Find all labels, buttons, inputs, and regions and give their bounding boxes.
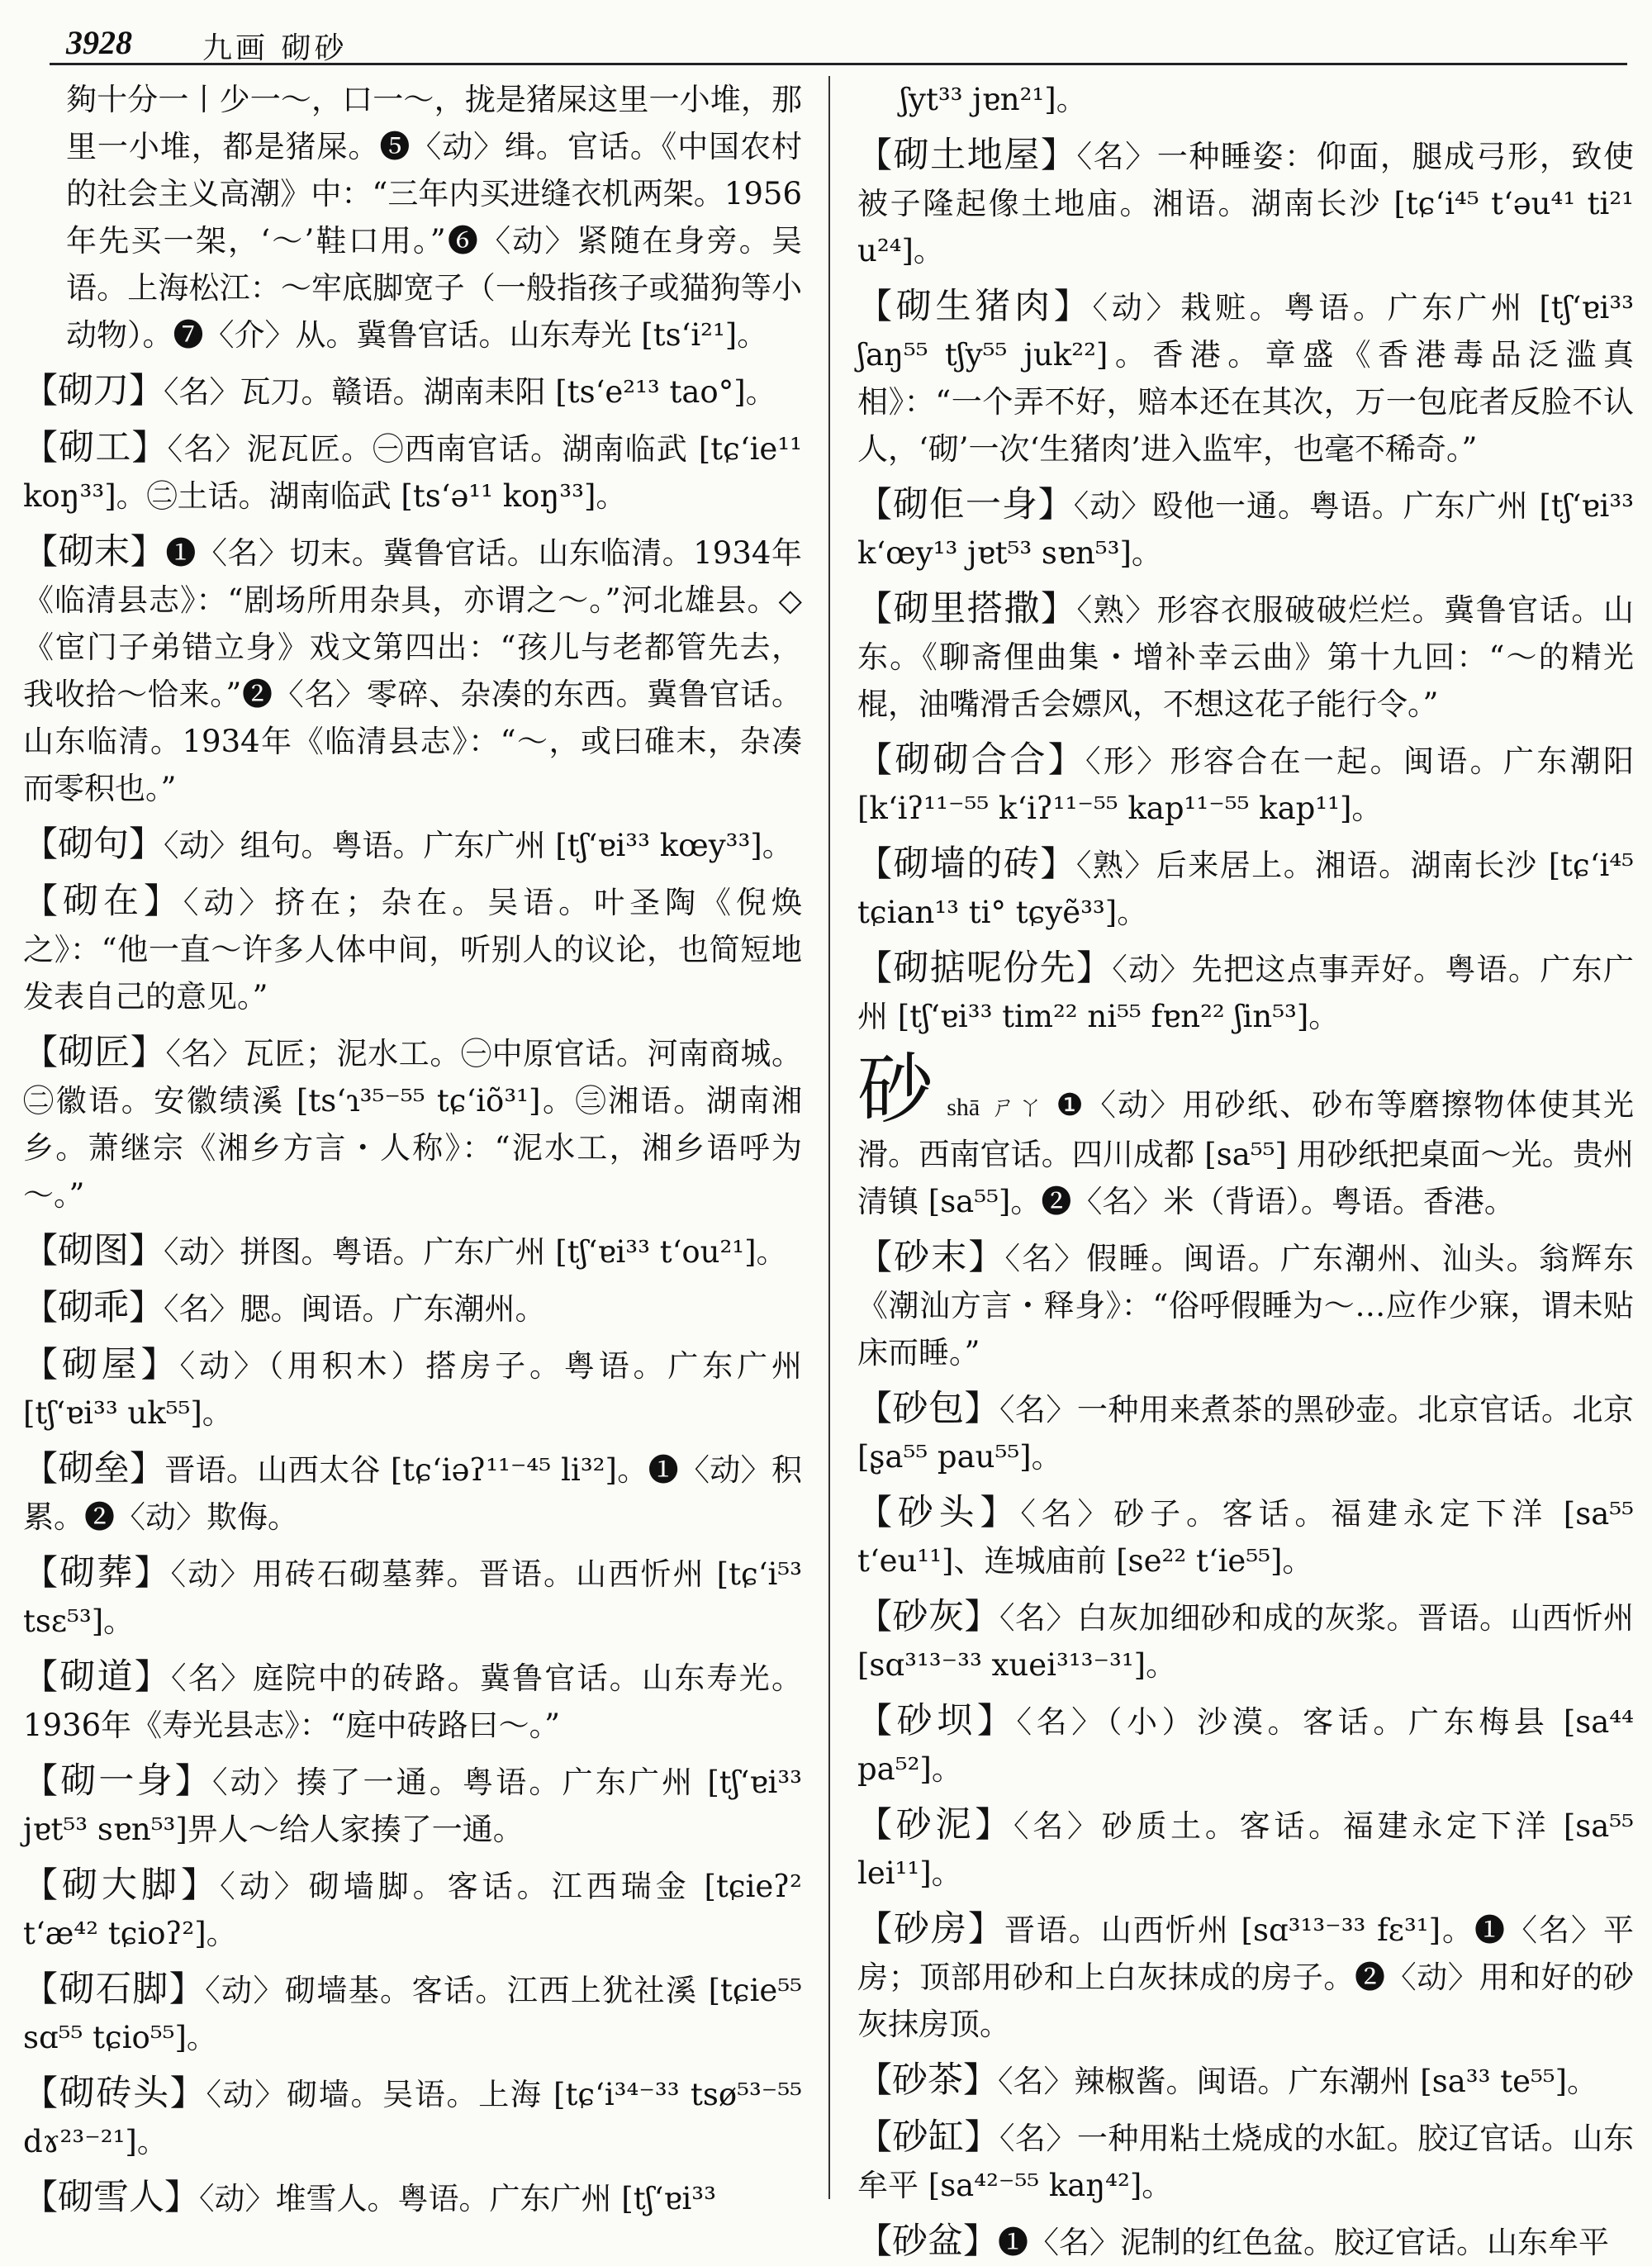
bracket-open: 【 — [23, 1344, 62, 1385]
bracket-open: 【 — [857, 1388, 893, 1428]
entry-headword: 砌匠 — [58, 1032, 131, 1073]
bracket-close: 】 — [130, 1448, 165, 1489]
entry-definition: 〈动〉挤在；杂在。吴语。叶圣陶《倪焕之》：“他一直～许多人体中间，听别人的议论，也简短地发表自己的意见。” — [23, 885, 802, 1014]
bracket-open: 【 — [23, 881, 63, 921]
bracket-close: 】 — [976, 1700, 1017, 1741]
dictionary-entry — [857, 1385, 1634, 1480]
bracket-open: 【 — [857, 1237, 895, 1277]
dictionary-entry — [23, 1549, 802, 1645]
dictionary-entry — [23, 528, 802, 812]
bracket-close: 】 — [1037, 484, 1074, 525]
bracket-open: 【 — [857, 1804, 896, 1845]
bracket-close: 】 — [963, 2059, 999, 2100]
entry-definition: 〈名〉瓦刀。赣语。湖南耒阳 [tsʻe²¹³ tao°]。 — [164, 374, 776, 410]
dictionary-entry — [23, 424, 802, 520]
entry-definition: 〈动〉栽赃。粤语。广东广州 [tʃʻɐi³³ ʃaŋ⁵⁵ tʃy⁵⁵ juk²²]。香港。章盛《香港毒品泛滥真相》：“一个弄不好，赔本还在其次，万一包庇者反脸不认人，‘砌’一次‘生猪肉’进入监牢，也毫不稀奇。” — [857, 290, 1634, 467]
bracket-close: 】 — [1053, 286, 1093, 326]
bracket-open: 【 — [23, 370, 59, 411]
entry-headword: 砌生猪肉 — [895, 286, 1054, 327]
bracket-open: 【 — [23, 531, 59, 572]
bracket-open: 【 — [857, 135, 894, 175]
dictionary-entry — [857, 585, 1634, 728]
entry-definition: 晋语。山西太谷 [tɕʻiəʔ¹¹⁻⁴⁵ li³²]。❶〈动〉积累。❷〈动〉欺侮。 — [23, 1452, 802, 1535]
entry-headword: 砌砖头 — [59, 2073, 170, 2114]
entry-definition: 〈动〉揍了一通。粤语。广东广州 [tʃʻɐi³³ jɐt⁵³ sɐn⁵³]畀人～给人家揍了一通。 — [23, 1765, 802, 1847]
right-column-entries — [857, 76, 1634, 1040]
bracket-close: 】 — [164, 2177, 200, 2217]
bracket-open: 【 — [23, 1552, 60, 1593]
bracket-close: 】 — [129, 370, 164, 411]
bracket-open: 【 — [23, 2177, 59, 2217]
entry-headword: 砌在 — [62, 881, 144, 922]
dictionary-entry — [857, 1233, 1634, 1376]
dictionary-entry — [23, 1757, 802, 1853]
bracket-open: 【 — [857, 2116, 893, 2157]
bracket-close: 】 — [140, 1344, 180, 1385]
bracket-open: 【 — [857, 2221, 893, 2261]
entry-headword: 砌末 — [58, 531, 131, 572]
entry-definition: 〈名〉一种睡姿：仰面，腿成弓形，致使被子隆起像土地庙。湘语。湖南长沙 [tɕʻi⁴⁵ tʻəu⁴¹ ti²¹ u²⁴]。 — [857, 139, 1634, 268]
header-rule — [50, 63, 1627, 65]
entry-definition: 〈动〉拼图。粤语。广东广州 [tʃʻɐi³³ tʻou²¹]。 — [164, 1234, 787, 1270]
bracket-open: 【 — [23, 427, 59, 468]
entry-headword: 砌掂呢份先 — [893, 948, 1076, 989]
bracket-open: 【 — [857, 739, 895, 780]
entry-headword: 砌大脚 — [62, 1865, 182, 1906]
bracket-close: 】 — [130, 531, 166, 572]
bracket-open: 【 — [23, 1448, 59, 1489]
entry-headword: 砂灰 — [892, 1596, 965, 1637]
entry-definition: 〈名〉假睡。闽语。广东潮州、汕头。翁辉东《潮汕方言・释身》：“俗呼假睡为～…应作少寐，谓未贴床而睡。” — [857, 1241, 1634, 1371]
bracket-close: 】 — [980, 1492, 1021, 1532]
bracket-close: 】 — [174, 1760, 212, 1801]
entry-definition: 〈动〉砌墙脚。客话。江西瑞金 [tɕieʔ² tʻæ⁴² tɕioʔ²]。 — [23, 1869, 802, 1951]
entry-headword: 砌句 — [58, 824, 130, 865]
entry-headword: 砂缸 — [892, 2116, 965, 2158]
dictionary-entry — [23, 1445, 802, 1541]
dictionary-entry — [857, 736, 1634, 832]
bracket-close: 】 — [169, 1969, 206, 2009]
running-head: 九画 砌砂 — [202, 31, 348, 65]
entry-headword: 砌屋 — [61, 1344, 141, 1385]
bracket-close: 】 — [964, 1596, 999, 1637]
entry-definition: ʃyt³³ jɐn²¹]。 — [900, 82, 1087, 117]
entry-headword: 砂房 — [893, 1908, 968, 1950]
bracket-open: 【 — [857, 1700, 897, 1741]
entry-definition: 〈动〉（用积木）搭房子。粤语。广东广州 [tʃʻɐi³³ uk⁵⁵]。 — [23, 1348, 803, 1431]
bracket-close: 】 — [968, 1237, 1005, 1277]
entry-definition: ❶〈名〉泥制的红色盆。胶辽官话。山东牟平 — [998, 2225, 1610, 2260]
bracket-close: 】 — [130, 1032, 166, 1072]
bracket-close: 】 — [964, 1388, 999, 1428]
bracket-open: 【 — [857, 2059, 893, 2100]
bracket-close: 】 — [1075, 948, 1113, 988]
bracket-open: 【 — [857, 286, 896, 326]
page-number: 3928 — [66, 24, 132, 61]
entry-definition: ❶〈名〉切末。冀鲁官话。山东临清。1934年《临清县志》：“剧场所用杂具，亦谓之～。”河北雄县。◇《宦门子弟错立身》戏文第四出：“孩儿与老都管先去，我收拾～恰来。”❷〈名〉零碎、杂凑的东西。冀鲁官话。山东临清。1934年《临清县志》：“～，或曰碓末，杂凑而零积也。” — [23, 535, 802, 806]
bracket-open: 【 — [23, 824, 59, 864]
dictionary-entry — [23, 2069, 802, 2165]
bracket-close: 】 — [964, 2116, 999, 2157]
dictionary-entry — [23, 1028, 802, 1219]
entry-headword: 砌雪人 — [58, 2177, 165, 2218]
dictionary-entry — [23, 1653, 802, 1749]
entry-definition: 〈名〉一种用来煮茶的黑砂壶。北京官话。北京 [ʂa⁵⁵ pau⁵⁵]。 — [857, 1392, 1634, 1475]
entry-definition: 〈名〉（小）沙漠。客话。广东梅县 [sa⁴⁴ pa⁵²]。 — [857, 1704, 1634, 1787]
right-column-entries-after — [857, 1233, 1634, 2266]
entry-headword: 砂包 — [892, 1388, 965, 1429]
entry-definition: 夠十分一丨少一～，口一～，拢是猪屎这里一小堆，那里一小堆，都是猪屎。❺〈动〉缉。官话。《中国农村的社会主义高潮》中：“三年内买进缝衣机两架。1956年先买一架，‘～’鞋口用。”❻〈动〉紧随在身旁。吴语。上海松江：～牢底脚宽子（一般指孩子或猫狗等小动物）。❼〈介〉从。冀鲁官话。山东寿光 [tsʻi²¹]。 — [66, 82, 802, 353]
page-header — [58, 17, 1607, 66]
entry-headword: 砌道 — [59, 1656, 135, 1698]
entry-definition: 〈动〉殴他一通。粤语。广东广州 [tʃʻɐi³³ kʻœy¹³ jɐt⁵³ sɐn⁵³]。 — [857, 488, 1634, 571]
bracket-close: 】 — [1047, 739, 1086, 780]
bracket-close: 】 — [181, 1865, 221, 1905]
head-char-bopomofo: ㄕㄚ — [991, 1094, 1045, 1121]
dictionary-entry — [857, 131, 1634, 274]
bracket-open: 【 — [857, 843, 894, 884]
entry-definition: 〈名〉泥瓦匠。㊀西南官话。湖南临武 [tɕʻie¹¹ koŋ³³]。㊁土话。湖南临武 [tsʻə¹¹ koŋ³³]。 — [23, 431, 802, 514]
bracket-close: 】 — [967, 1908, 1004, 1949]
dictionary-entry — [857, 481, 1634, 577]
dictionary-entry — [857, 76, 1634, 123]
entry-headword: 砂末 — [894, 1237, 969, 1278]
bracket-open: 【 — [857, 1492, 898, 1532]
entry-headword: 砌里搭撒 — [893, 588, 1041, 629]
head-char-pinyin: shā — [947, 1094, 980, 1121]
entry-definition: 〈动〉用砖石砌墓葬。晋语。山西忻州 [tɕʻi⁵³ tsɛ⁵³]。 — [23, 1556, 802, 1639]
bracket-close: 】 — [1040, 843, 1076, 884]
entry-definition: 〈名〉一种用粘土烧成的水缸。胶辽官话。山东牟平 [sa⁴²⁻⁵⁵ kaŋ⁴²]。 — [857, 2121, 1634, 2203]
entry-headword: 砂坝 — [896, 1700, 977, 1741]
dictionary-entry — [857, 944, 1634, 1040]
bracket-close: 】 — [129, 1230, 164, 1271]
entry-definition: 〈动〉砌墙基。客话。江西上犹社溪 [tɕie⁵⁵ sɑ⁵⁵ tɕio⁵⁵]。 — [23, 1973, 802, 2055]
entry-definition: 〈名〉砂质土。客话。福建永定下洋 [sa⁵⁵ lei¹¹]。 — [857, 1808, 1634, 1891]
entry-definition: 〈名〉腮。闽语。广东潮州。 — [164, 1291, 546, 1327]
bracket-open: 【 — [23, 1656, 60, 1697]
dictionary-entry — [23, 2173, 802, 2222]
dictionary-entry — [857, 1593, 1634, 1689]
head-char-definition: ❶〈动〉用砂纸、砂布等磨擦物体使其光滑。西南官话。四川成都 [sa⁵⁵] 用砂纸把桌面～光。贵州清镇 [sa⁵⁵]。❷〈名〉米（背语）。粤语。香港。 — [857, 1087, 1635, 1219]
entry-definition: 〈动〉砌墙。吴语。上海 [tɕʻi³⁴⁻³³ tsø⁵³⁻⁵⁵ dɤ²³⁻²¹]。 — [23, 2077, 802, 2159]
dictionary-entry — [23, 1861, 802, 1957]
entry-headword: 砂头 — [897, 1492, 980, 1533]
dictionary-entry — [857, 1697, 1634, 1793]
entry-headword: 砌垒 — [58, 1448, 131, 1489]
entry-definition: 〈熟〉后来居上。湘语。湖南长沙 [tɕʻi⁴⁵ tɕian¹³ ti° tɕyẽ³³]。 — [857, 848, 1635, 930]
entry-definition: 〈名〉砂子。客话。福建永定下洋 [sa⁵⁵ tʻeu¹¹]、连城庙前 [se²² tʻie⁵⁵]。 — [857, 1496, 1634, 1579]
dictionary-entry — [857, 2056, 1634, 2105]
entry-headword: 砌佢一身 — [892, 484, 1038, 525]
bracket-open: 【 — [857, 948, 894, 988]
bracket-close: 】 — [129, 1287, 164, 1328]
bracket-close: 】 — [129, 824, 164, 864]
dictionary-entry — [23, 1341, 802, 1437]
dictionary-entry — [23, 367, 802, 416]
entry-headword: 砂茶 — [892, 2059, 964, 2101]
bracket-open: 【 — [23, 1865, 63, 1905]
left-column — [23, 76, 803, 2218]
entry-definition: 晋语。山西忻州 [sɑ³¹³⁻³³ fɛ³¹]。❶〈名〉平房；顶部用砂和上白灰抹成的房子。❷〈动〉用和好的砂灰抹房顶。 — [857, 1912, 1634, 2042]
column-divider — [828, 76, 830, 2199]
bracket-close: 】 — [963, 2221, 999, 2261]
dictionary-entry — [857, 283, 1634, 473]
entry-headword: 砌葬 — [59, 1552, 135, 1594]
head-char-entry — [857, 1045, 1635, 1225]
dictionary-entry — [23, 1965, 802, 2061]
entry-headword: 砌墙的砖 — [893, 843, 1041, 885]
entry-definition: 〈动〉先把这点事弄好。粤语。广东广州 [tʃʻɐi³³ tim²² ni⁵⁵ fɐn²² ʃin⁵³]。 — [857, 952, 1634, 1034]
bracket-close: 】 — [169, 2073, 206, 2113]
bracket-open: 【 — [857, 588, 894, 629]
bracket-open: 【 — [23, 1287, 59, 1328]
dictionary-entry — [857, 1801, 1634, 1897]
right-column — [857, 76, 1635, 2262]
entry-definition: 〈名〉白灰加细砂和成的灰浆。晋语。山西忻州 [sɑ³¹³⁻³³ xuei³¹³⁻³¹]。 — [857, 1600, 1634, 1683]
bracket-open: 【 — [23, 1760, 61, 1801]
bracket-open: 【 — [23, 1969, 59, 2009]
dictionary-entry — [857, 2217, 1634, 2266]
bracket-open: 【 — [23, 1230, 59, 1271]
bracket-close: 】 — [134, 1552, 171, 1593]
dictionary-entry — [857, 840, 1634, 936]
entry-headword: 砌图 — [58, 1230, 130, 1271]
dictionary-entry — [23, 1227, 802, 1276]
entry-headword: 砌刀 — [58, 370, 130, 411]
dictionary-entry — [23, 877, 802, 1020]
entry-definition: 〈形〉形容合在一起。闽语。广东潮阳 [kʻiʔ¹¹⁻⁵⁵ kʻiʔ¹¹⁻⁵⁵ kap¹¹⁻⁵⁵ kap¹¹]。 — [857, 743, 1634, 826]
bracket-close: 】 — [1040, 135, 1077, 175]
entry-definition: 〈名〉辣椒酱。闽语。广东潮州 [sa³³ te⁵⁵]。 — [998, 2064, 1598, 2099]
bracket-open: 【 — [857, 1908, 894, 1949]
entry-headword: 砂泥 — [895, 1804, 976, 1846]
entry-definition: 〈名〉瓦匠；泥水工。㊀中原官话。河南商城。㊁徽语。安徽绩溪 [tsʻɿ³⁵⁻⁵⁵ tɕʻiõ³¹]。㊂湘语。湖南湘乡。萧继宗《湘乡方言・人称》：“泥水工，湘乡语呼为～。” — [23, 1036, 802, 1213]
bracket-open: 【 — [23, 1032, 59, 1072]
dictionary-entry — [23, 76, 802, 359]
entry-definition: 〈动〉组句。粤语。广东广州 [tʃʻɐi³³ kœy³³]。 — [164, 828, 793, 863]
entry-headword: 砌乖 — [58, 1287, 130, 1328]
dictionary-entry — [23, 820, 802, 869]
dictionary-entry — [857, 2113, 1634, 2209]
bracket-close: 】 — [975, 1804, 1014, 1845]
entry-definition: 〈动〉堆雪人。粤语。广东广州 [tʃʻɐi³³ — [199, 2181, 716, 2216]
entry-definition: 〈名〉庭院中的砖路。冀鲁官话。山东寿光。1936年《寿光县志》：“庭中砖路曰～。” — [23, 1660, 803, 1743]
dictionary-entry — [857, 1905, 1634, 2048]
entry-headword: 砌工 — [59, 427, 132, 468]
bracket-open: 【 — [857, 1596, 893, 1637]
bracket-close: 】 — [143, 881, 183, 921]
bracket-open: 【 — [857, 484, 893, 525]
entry-headword: 砂盆 — [892, 2221, 964, 2262]
bracket-close: 】 — [1040, 588, 1077, 629]
bracket-open: 【 — [23, 2073, 59, 2113]
bracket-close: 】 — [134, 1656, 171, 1697]
entry-headword: 砌一身 — [60, 1760, 175, 1802]
entry-definition: 〈熟〉形容衣服破破烂烂。冀鲁官话。山东。《聊斋俚曲集・增补幸云曲》第十九回：“～的精光棍，油嘴滑舌会嫖风，不想这花子能行令。” — [857, 592, 1634, 722]
dictionary-entry — [857, 1489, 1634, 1584]
head-char: 砂 — [857, 1045, 936, 1133]
bracket-close: 】 — [131, 427, 168, 468]
dictionary-entry — [23, 1284, 802, 1333]
entry-headword: 砌砌合合 — [895, 739, 1048, 781]
entry-headword: 砌土地屋 — [893, 135, 1041, 176]
entry-headword: 砌石脚 — [59, 1969, 169, 2010]
